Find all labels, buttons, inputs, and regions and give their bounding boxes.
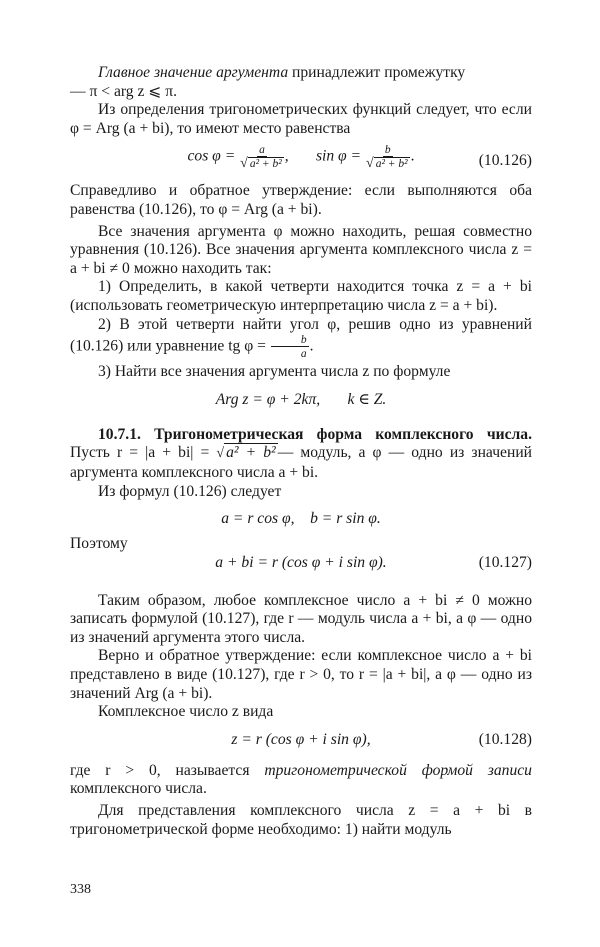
step-3: 3) Найти все значения аргумента числа z по формуле (98, 363, 451, 381)
fraction-sin (366, 144, 410, 170)
formula-body: a + bi = r (cos φ + i sin φ). (215, 553, 387, 571)
step-1: 1) Определить, в какой четверти находится точка z = a + bi (использовать геометрическую интерпретацию числа z = a + bi). (70, 278, 532, 314)
fraction-numerator: b (384, 144, 391, 157)
radical-sign: √ (240, 156, 248, 172)
formula-comma: , (284, 147, 289, 165)
equation-number: (10.127) (478, 553, 532, 571)
fraction-numerator: a (259, 144, 265, 157)
equation-number: (10.128) (478, 730, 532, 748)
page-body (70, 64, 532, 839)
fraction-numerator: b (271, 334, 309, 347)
paragraph-text: комплексного числа. (70, 780, 207, 798)
formula-body (70, 391, 532, 410)
paragraph-converse: Справедливо и обратное утверждение: если выполняются оба равенства (10.126), то φ = Arg (a + bi). (70, 182, 532, 218)
step-2-text: 2) В этой четверти найти угол φ, решив одно из уравнений (10.126) или уравнение tg φ = (70, 315, 532, 355)
formula-arg (70, 382, 532, 420)
paragraph-trig-form (70, 762, 532, 799)
paragraph-principal-value (70, 64, 532, 83)
paragraph-interval: — π < arg z ⩽ π. (70, 82, 178, 100)
radical-sign: √ (366, 156, 374, 172)
formula-10-126 (70, 138, 532, 182)
paragraph-converse-2: Верно и обратное утверждение: если комплексное число a + bi представлено в виде (10.127), где r > 0, то r = |a + bi|, а φ — одно из значений Arg (a + bi). (70, 647, 532, 702)
fraction-denominator: a (300, 348, 307, 361)
term-trig-form: тригонометрической формой записи (264, 761, 532, 779)
section-text: — модуль, а φ — одно из значений аргумента комплексного числа a + bi. (70, 444, 533, 481)
equation-number: (10.126) (478, 152, 532, 170)
paragraph-therefore: Поэтому (70, 535, 128, 553)
formula-body: a = r cos φ, b = r sin φ. (221, 510, 381, 528)
radical-sign: √ (216, 446, 225, 462)
step-2 (70, 316, 532, 361)
fraction-denominator (240, 157, 284, 170)
paragraph-all-values: Все значения аргумента φ можно находить, решая совместно уравнения (10.126). Все значения аргумента комплексного числа z = a + bi ≠ 0 можно находить так: (70, 222, 532, 277)
radicand: a² + b² (226, 444, 276, 462)
paragraph-text: принадлежит промежутку (288, 64, 466, 81)
section-10-7-1 (70, 426, 532, 483)
formula-sin-lhs: sin φ = (315, 147, 362, 165)
paragraph-complex-form: Комплексное число z вида (98, 703, 274, 721)
formula-cos-lhs: cos φ = (187, 147, 236, 165)
section-text: Пусть r = |a + bi| = (70, 444, 210, 462)
section-heading: 10.7.1. Тригонометрическая форма комплексного числа. (98, 425, 532, 443)
formula-10-127 (70, 554, 532, 576)
term-principal-value: Главное значение аргумента (98, 64, 289, 81)
formula-arg-condition: k ∈ Z. (347, 390, 387, 408)
formula-10-128 (70, 722, 532, 762)
paragraph-thus: Таким образом, любое комплексное число a + bi ≠ 0 можно записать формулой (10.127), где r — модуль числа a + bi, а φ — одно из значений аргумента этого числа. (70, 591, 532, 646)
formula-arg-main: Arg z = φ + 2kπ, (215, 390, 321, 408)
radicand: a² + b² (375, 158, 408, 171)
fraction-tg (271, 334, 309, 360)
formula-dot: . (410, 147, 415, 165)
paragraph-definition: Из определения тригонометрических функций следует, что если φ = Arg (a + bi), то имеют место равенства (70, 101, 532, 137)
paragraph-representation: Для представления комплексного числа z = a + bi в тригонометрической форме необходимо: 1) найти модуль (70, 802, 532, 838)
step-2-end: . (309, 337, 314, 355)
paragraph-from-formulas: Из формул (10.126) следует (98, 482, 282, 500)
fraction-cos (240, 144, 284, 170)
formula-body: z = r (cos φ + i sin φ), (231, 730, 371, 748)
radicand: a² + b² (249, 158, 282, 171)
paragraph-text: где r > 0, называется (70, 761, 265, 779)
fraction-denominator (366, 157, 410, 170)
formula-a-b (70, 501, 532, 535)
formula-body (70, 144, 532, 170)
page-number: 338 (70, 882, 91, 897)
